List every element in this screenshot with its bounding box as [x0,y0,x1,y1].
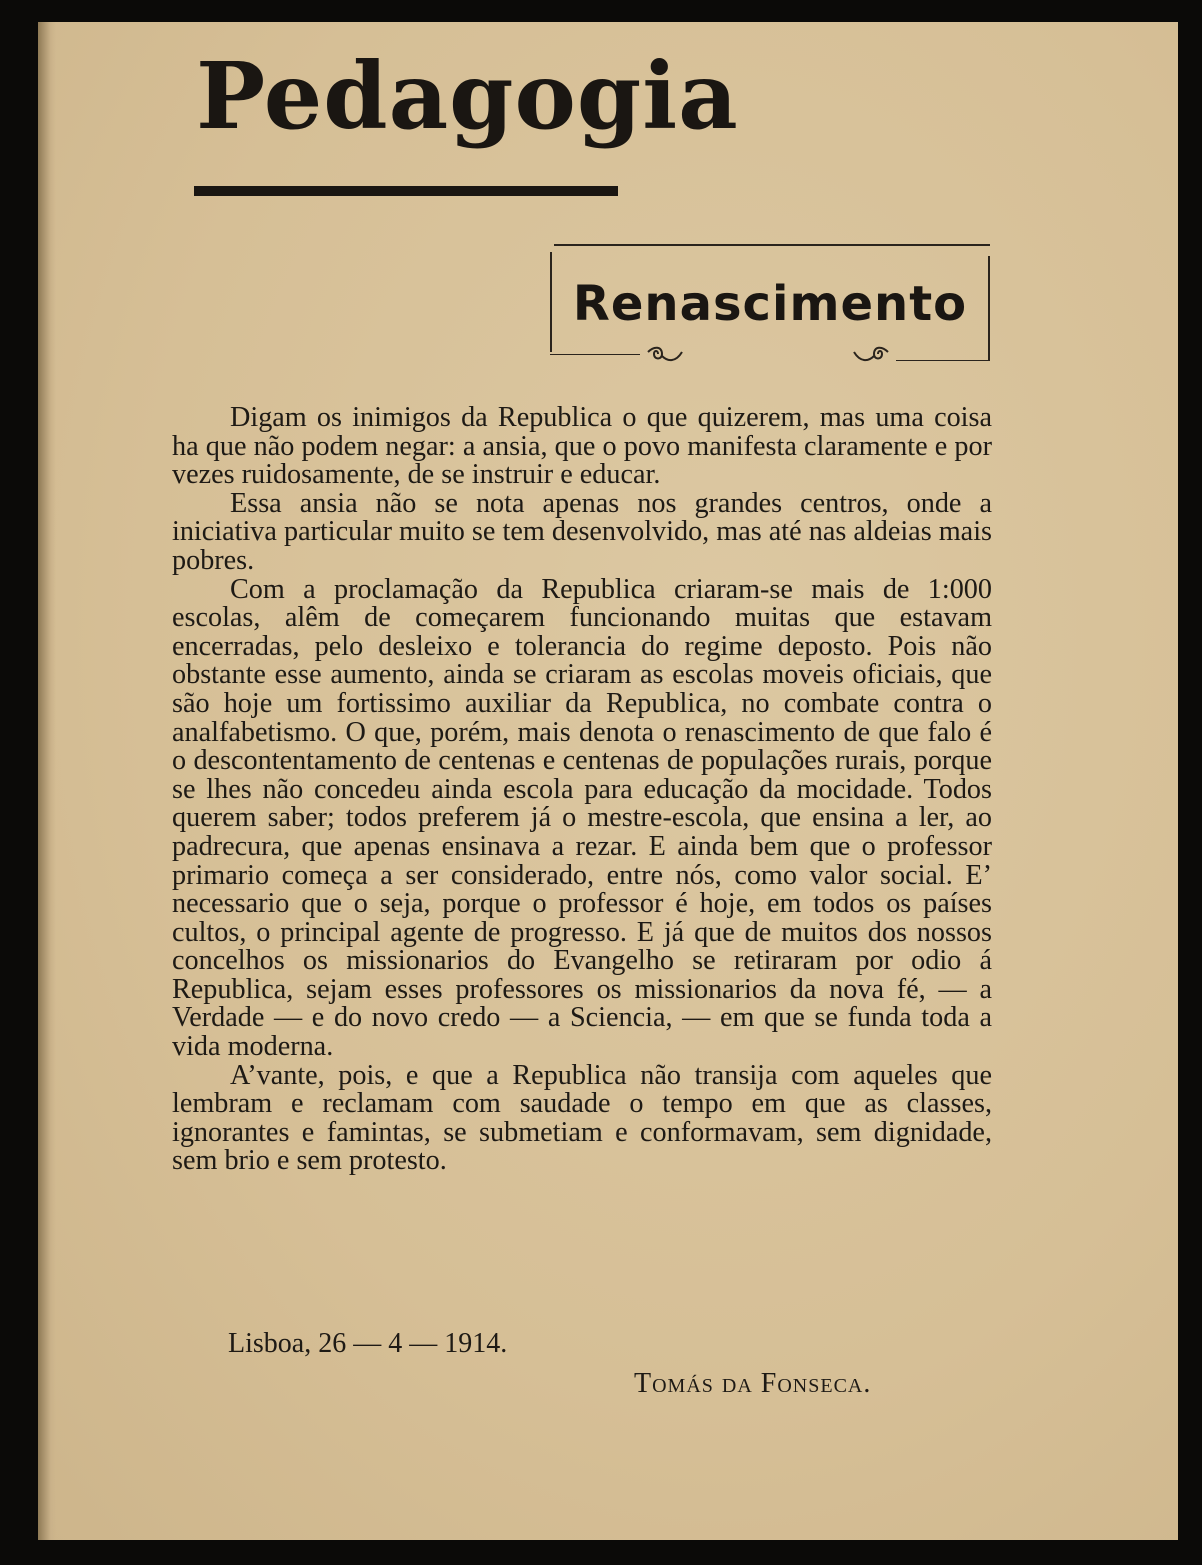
paragraph: Essa ansia não se nota apenas nos grandes centros, onde a iniciativa particular muito se tem desenvolvido, mas até nas aldeias mais pobres. [172,487,992,576]
scroll-flourish-icon [850,344,890,371]
article-body [172,404,992,1176]
paragraph: A’vante, pois, e que a Republica não transija com aqueles que lembram e reclamam com saudade o tempo em que as classes, ignorantes e famintas, se submetiam e conformavam, sem dignidade, sem brio e sem protesto. [172,1059,992,1177]
frame-bottom-right-line [896,360,990,361]
page-spine-shadow [38,22,56,1540]
paragraph: Com a proclamação da Republica criaram-se mais de 1:000 escolas, alêm de começarem funcionando muitas que estavam encerradas, pelo desleixo e tolerancia do regime deposto. Pois não obstante esse aumento, ainda se criaram as escolas moveis oficiais, que são hoje um fortissimo auxiliar da Republica, no combate contra o analfabetismo. O que, porém, mais denota o renascimento de que falo é o descontentamento de centenas e centenas de populações rurais, porque se lhes não concedeu ainda escola para educação da mocidade. Todos querem saber; todos preferem já o mestre-escola, que ensina a ler, ao padrecura, que apenas ensinava a rezar. E ainda bem que o professor primario começa a ser considerado, entre nós, como valor social. E’ necessario que o seja, porque o professor é hoje, em todos os países cultos, o principal agente de progresso. E já que de muitos dos nossos concelhos os missionarios do Evangelho se retiraram por odio á Republica, sejam esses professores os missionarios da nova fé, — a Verdade — e do novo credo — a Sciencia, — em que se funda toda a vida moderna. [172,573,992,1063]
frame-bottom-left-line [550,354,640,355]
scroll-flourish-icon [646,344,686,371]
article-title: Renascimento [572,276,968,332]
document-page [38,22,1178,1540]
paragraph: Digam os inimigos da Republica o que quizerem, mas uma coisa ha que não podem negar: a ansia, que o povo manifesta claramente e por vezes ruidosamente, de se instruir e educar. [172,402,992,491]
frame-top-line [554,244,990,246]
section-title-rule [194,186,618,196]
author-signature: Tomás da Fonseca. [634,1368,872,1399]
dateline: Lisboa, 26 — 4 — 1914. [228,1328,508,1359]
section-title: Pedagogia [196,42,739,150]
article-title-frame [550,244,990,364]
